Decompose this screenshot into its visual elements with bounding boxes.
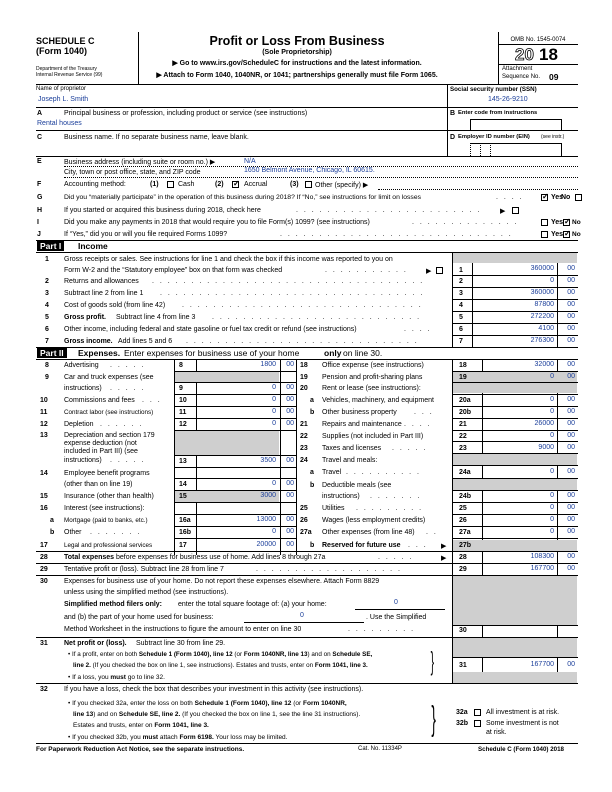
option-1-number: (1) bbox=[150, 181, 159, 188]
line-i-no-checkbox[interactable] bbox=[563, 219, 570, 226]
line-5-label: Subtract line 4 from line 3 bbox=[116, 314, 196, 321]
line-11-label: Contract labor (see instructions) bbox=[64, 409, 154, 416]
line-d-label-small: (see instr.) bbox=[541, 134, 565, 140]
line-29-label: Tentative profit or (loss). Subtract line 28 from line 7 bbox=[64, 566, 224, 573]
line-6-label: Other income, including federal and state gasoline or fuel tax credit or refund (see instructions) bbox=[64, 326, 357, 333]
line-30-label-e: Method Worksheet in the instructions to figure the amount to enter on line 30 bbox=[64, 626, 302, 633]
line-14-label-a: Employee benefit programs bbox=[64, 470, 150, 477]
line-18-label: Office expense (see instructions) bbox=[322, 362, 424, 369]
line-i-no-label: No bbox=[572, 219, 581, 226]
line-10-amount[interactable]: 0 bbox=[272, 396, 276, 403]
all-at-risk-checkbox[interactable] bbox=[474, 709, 481, 716]
line-g-yes-label: Yes bbox=[551, 194, 564, 201]
line-13-label-c: included in Part III) (see bbox=[64, 448, 138, 455]
line-31-label: Subtract line 30 from line 29. bbox=[136, 640, 226, 647]
line-g-yes-checkbox[interactable] bbox=[541, 194, 548, 201]
line-7-amount[interactable]: 276300 bbox=[530, 337, 554, 344]
line-d-label: Employer ID number (EIN) bbox=[458, 134, 530, 140]
ssn-label: Social security number (SSN) bbox=[450, 86, 537, 93]
line-g-label: Did you “materially participate” in the operation of this business during 2018? If “No,” see instructions for limit on losses bbox=[64, 194, 422, 201]
line-20a-label: Vehicles, machinery, and equipment bbox=[322, 397, 434, 404]
accrual-checkbox[interactable] bbox=[232, 181, 239, 188]
line-32a-text: All investment is at risk. bbox=[486, 709, 560, 716]
line-17-cents[interactable]: 00 bbox=[286, 541, 294, 548]
line-24a-amount[interactable]: 0 bbox=[550, 468, 554, 475]
line-32b-text-2: at risk. bbox=[486, 729, 507, 736]
line-27a-amount[interactable]: 0 bbox=[550, 528, 554, 535]
line-a-value[interactable]: Rental houses bbox=[37, 120, 82, 127]
line-26-label: Wages (less employment credits) bbox=[322, 517, 426, 524]
line-4-amount[interactable]: 87800 bbox=[534, 301, 554, 308]
line-23-amount[interactable]: 9000 bbox=[538, 444, 554, 451]
option-3-number: (3) bbox=[290, 181, 299, 188]
line-g-no-checkbox[interactable] bbox=[575, 194, 582, 201]
part-2-label: Part II bbox=[37, 348, 67, 358]
line-32b-label: 32b bbox=[456, 720, 469, 727]
line-28-cents[interactable]: 00 bbox=[567, 553, 575, 560]
line-8-cents[interactable]: 00 bbox=[286, 361, 294, 368]
line-13-label-d: instructions) bbox=[64, 457, 102, 464]
line-4-cents[interactable]: 00 bbox=[567, 301, 575, 308]
line-26-cents[interactable]: 00 bbox=[567, 516, 575, 523]
line-5-bold: Gross profit. bbox=[64, 314, 107, 321]
line-30-label-c: enter the total square footage of: (a) your home: bbox=[178, 601, 327, 608]
attach-instructions: ▶ Attach to Form 1040, 1040NR, or 1041; partnerships generally must file Form 1065. bbox=[156, 72, 438, 79]
proprietor-name[interactable]: Joseph L. Smith bbox=[38, 96, 89, 103]
goto-instructions: ▶ Go to www.irs.gov/ScheduleC for instructions and the latest information. bbox=[172, 60, 422, 67]
line-e-letter: E bbox=[37, 158, 42, 165]
line-2-amount[interactable]: 0 bbox=[550, 277, 554, 284]
line-27b-label: Reserved for future use bbox=[322, 542, 401, 549]
line-32-instr-4: • If you checked 32b, you must attach Form 6198. Your loss may be limited. bbox=[68, 734, 288, 741]
line-14-cents[interactable]: 00 bbox=[286, 480, 294, 487]
part-2-title-end: on line 30. bbox=[343, 348, 383, 358]
line-g-no-label: No bbox=[561, 194, 571, 201]
ein-input[interactable] bbox=[470, 143, 562, 156]
line-3-amount[interactable]: 360000 bbox=[530, 289, 554, 296]
line-31-instr-1: • If a profit, enter on both Schedule 1 (Form 1040), line 12 (or Form 1040NR, line 13) and on Schedule SE, bbox=[68, 651, 373, 658]
part-2-only: only bbox=[324, 348, 342, 358]
line-13-label-b: expense deduction (not bbox=[64, 440, 137, 447]
line-j-yes-label: Yes bbox=[551, 231, 564, 238]
line-24b-cents[interactable]: 00 bbox=[567, 492, 575, 499]
irs-label: Internal Revenue Service (99) bbox=[36, 72, 103, 78]
sequence-number: 09 bbox=[549, 72, 559, 82]
line-30-label-b: unless using the simplified method (see instructions). bbox=[64, 589, 229, 596]
line-f-letter: F bbox=[37, 181, 42, 188]
line-7-label: Add lines 5 and 6 bbox=[118, 338, 173, 345]
line-2-cents[interactable]: 00 bbox=[567, 277, 575, 284]
line-6-amount[interactable]: 4100 bbox=[538, 325, 554, 332]
line-7-cents[interactable]: 00 bbox=[567, 337, 575, 344]
started-business-checkbox[interactable] bbox=[512, 207, 519, 214]
year-outline: 20 bbox=[515, 45, 534, 64]
line-32-instr-2: line 13) and on Schedule SE, line 2. (If you checked the box on line 1, see the line 31 instructions). bbox=[73, 711, 361, 718]
line-21-cents[interactable]: 00 bbox=[567, 420, 575, 427]
line-7-bold: Gross income. bbox=[64, 338, 113, 345]
cash-checkbox[interactable] bbox=[167, 181, 174, 188]
line-18-cents[interactable]: 00 bbox=[567, 361, 575, 368]
line-4-label: Cost of goods sold (from line 42) bbox=[64, 302, 166, 309]
option-2-number: (2) bbox=[215, 181, 224, 188]
line-16a-cents[interactable]: 00 bbox=[286, 516, 294, 523]
home-square-footage[interactable]: 0 bbox=[394, 599, 398, 606]
line-i-label: Did you make any payments in 2018 that would require you to file Form(s) 1099? (see instructions) bbox=[64, 219, 370, 226]
some-not-at-risk-checkbox[interactable] bbox=[474, 720, 481, 727]
line-10-cents[interactable]: 00 bbox=[286, 396, 294, 403]
line-32-brace: } bbox=[431, 700, 436, 738]
line-24a-label: Travel bbox=[322, 469, 342, 476]
other-method-checkbox[interactable] bbox=[305, 181, 312, 188]
line-5-amount[interactable]: 272200 bbox=[530, 313, 554, 320]
line-j-label: If “Yes,” did you or will you file required Forms 1099? bbox=[64, 231, 228, 238]
line-25-label: Utilities bbox=[322, 505, 345, 512]
footer-form: Schedule C (Form 1040) 2018 bbox=[478, 746, 564, 753]
line-31-cents[interactable]: 00 bbox=[567, 661, 575, 668]
line-20a-cents[interactable]: 00 bbox=[567, 396, 575, 403]
line-23-label: Taxes and licenses bbox=[322, 445, 382, 452]
line-8-amount[interactable]: 1800 bbox=[260, 361, 276, 368]
line-j-no-label: No bbox=[572, 231, 581, 238]
line-d-letter: D bbox=[450, 134, 456, 141]
line-j-letter: J bbox=[37, 231, 41, 238]
line-15-label: Insurance (other than health) bbox=[64, 493, 154, 500]
line-h-label: If you started or acquired this business during 2018, check here bbox=[64, 207, 261, 214]
line-9-label-b: instructions) bbox=[64, 385, 102, 392]
business-square-footage[interactable]: 0 bbox=[300, 612, 304, 619]
line-1-label-a: Gross receipts or sales. See instructions for line 1 and check the box if this income was reported to you on bbox=[64, 256, 393, 263]
part-2-title: Expenses. bbox=[78, 348, 121, 358]
line-13-cents[interactable]: 00 bbox=[286, 457, 294, 464]
line-13-amount[interactable]: 3500 bbox=[260, 457, 276, 464]
line-19-label: Pension and profit-sharing plans bbox=[322, 374, 423, 381]
line-28-bold: Total expenses bbox=[64, 554, 115, 561]
line-20a-amount[interactable]: 0 bbox=[550, 396, 554, 403]
line-11-amount[interactable]: 0 bbox=[272, 408, 276, 415]
line-30-label-a: Expenses for business use of your home. Do not report these expenses elsewhere. Attach Form 8829 bbox=[64, 578, 380, 585]
line-31-amount[interactable]: 167700 bbox=[530, 661, 554, 668]
line-24b-label-a: Deductible meals (see bbox=[322, 482, 392, 489]
part-1-label: Part I bbox=[37, 241, 64, 251]
line-10-label: Commissions and fees bbox=[64, 397, 135, 404]
business-code-input[interactable] bbox=[470, 119, 562, 130]
line-30-label-d: and (b) the part of your home used for business: bbox=[64, 614, 214, 621]
line-b-letter: B bbox=[450, 110, 456, 117]
line-24-label: Travel and meals: bbox=[322, 457, 378, 464]
line-31-instr-3: • If a loss, you must go to line 32. bbox=[68, 674, 165, 681]
line-32a-label: 32a bbox=[456, 709, 468, 716]
line-20b-amount[interactable]: 0 bbox=[550, 408, 554, 415]
line-a-label: Principal business or profession, including product or service (see instructions) bbox=[64, 110, 308, 117]
part-2-title-rest: Enter expenses for business use of your home bbox=[124, 348, 300, 358]
line-i-letter: I bbox=[37, 219, 39, 226]
line-i-yes-checkbox[interactable] bbox=[541, 219, 548, 226]
line-17-amount[interactable]: 20000 bbox=[256, 541, 276, 548]
line-15-amount[interactable]: 3000 bbox=[260, 492, 276, 499]
line-22-amount[interactable]: 0 bbox=[550, 432, 554, 439]
line-12-cents[interactable]: 00 bbox=[286, 420, 294, 427]
line-22-label: Supplies (not included in Part III) bbox=[322, 433, 424, 440]
accrual-label: Accrual bbox=[244, 181, 268, 188]
statutory-employee-checkbox[interactable] bbox=[436, 267, 443, 274]
line-1-label-b: Form W-2 and the “Statutory employee” box on that form was checked bbox=[64, 267, 283, 274]
line-16b-cents[interactable]: 00 bbox=[286, 528, 294, 535]
line-e-label1: Business address (including suite or room no.) ▶ bbox=[64, 159, 216, 166]
other-method-label: Other (specify) ▶ bbox=[315, 182, 369, 189]
line-16a-amount[interactable]: 13000 bbox=[256, 516, 276, 523]
part-1-title: Income bbox=[78, 241, 108, 251]
line-31-bold: Net profit or (loss). bbox=[64, 640, 127, 647]
line-5-cents[interactable]: 00 bbox=[567, 313, 575, 320]
attachment-label: Attachment bbox=[502, 66, 533, 72]
line-16a-label: Mortgage (paid to banks, etc.) bbox=[64, 517, 148, 524]
line-29-amount[interactable]: 167700 bbox=[530, 565, 554, 572]
line-11-cents[interactable]: 00 bbox=[286, 408, 294, 415]
line-i-yes-label: Yes bbox=[551, 219, 564, 226]
line-3-label: Subtract line 2 from line 1 bbox=[64, 290, 144, 297]
cash-label: Cash bbox=[178, 181, 195, 188]
line-27a-label: Other expenses (from line 48) bbox=[322, 529, 415, 536]
line-9-label-a: Car and truck expenses (see bbox=[64, 374, 154, 381]
accounting-method-label: Accounting method: bbox=[64, 181, 126, 188]
omb-number: OMB No. 1545-0074 bbox=[510, 37, 566, 43]
line-23-cents[interactable]: 00 bbox=[567, 444, 575, 451]
line-16b-label: Other bbox=[64, 529, 82, 536]
line-30-label-d2: . Use the Simplified bbox=[366, 614, 427, 621]
line-b-label: Enter code from instructions bbox=[458, 110, 538, 116]
schedule-label: SCHEDULE C bbox=[36, 36, 95, 46]
line-20b-cents[interactable]: 00 bbox=[567, 408, 575, 415]
line-2-label: Returns and allowances bbox=[64, 278, 139, 285]
line-18-amount[interactable]: 32000 bbox=[534, 361, 554, 368]
line-14-amount[interactable]: 0 bbox=[272, 480, 276, 487]
line-e-label2: City, town or post office, state, and ZIP code bbox=[64, 169, 201, 176]
line-6-cents[interactable]: 00 bbox=[567, 325, 575, 332]
line-24a-cents[interactable]: 00 bbox=[567, 468, 575, 475]
line-30-simplified: Simplified method filers only: bbox=[64, 601, 163, 608]
footer-notice: For Paperwork Reduction Act Notice, see the separate instructions. bbox=[36, 746, 245, 753]
line-15-cents[interactable]: 00 bbox=[286, 492, 294, 499]
line-12-label: Depletion bbox=[64, 421, 94, 428]
line-14-label-b: (other than on line 19) bbox=[64, 481, 133, 488]
line-25-amount[interactable]: 0 bbox=[550, 504, 554, 511]
line-20b-label: Other business property bbox=[322, 409, 397, 416]
line-16-label: Interest (see instructions): bbox=[64, 505, 145, 512]
line-32-instr-3: Estates and trusts, enter on Form 1041, line 3. bbox=[73, 722, 209, 729]
footer-cat: Cat. No. 11334P bbox=[358, 746, 402, 752]
line-9-amount[interactable]: 0 bbox=[272, 384, 276, 391]
line-1-cents[interactable]: 00 bbox=[567, 265, 575, 272]
business-address[interactable]: N/A bbox=[244, 158, 256, 165]
line-25-cents[interactable]: 00 bbox=[567, 504, 575, 511]
line-a-letter: A bbox=[37, 110, 43, 117]
line-19-cents[interactable]: 00 bbox=[567, 373, 575, 380]
sequence-label: Sequence No. bbox=[502, 74, 541, 80]
year-bold: 18 bbox=[539, 45, 558, 64]
line-j-yes-checkbox[interactable] bbox=[541, 231, 548, 238]
line-17-label: Legal and professional services bbox=[64, 542, 153, 549]
line-13-label-a: Depreciation and section 179 bbox=[64, 432, 155, 439]
form-label: (Form 1040) bbox=[36, 46, 88, 56]
line-j-no-checkbox[interactable] bbox=[563, 231, 570, 238]
line-21-label: Repairs and maintenance bbox=[322, 421, 402, 428]
line-g-letter: G bbox=[37, 194, 43, 201]
line-21-amount[interactable]: 26000 bbox=[534, 420, 554, 427]
line-32-instr-1: • If you checked 32a, enter the loss on both Schedule 1 (Form 1040), line 12 (or Form 1040NR, bbox=[68, 700, 347, 707]
form-title: Profit or Loss From Business bbox=[209, 34, 385, 48]
line-c-label: Business name. If no separate business name, leave blank. bbox=[64, 134, 249, 141]
line-32-label: If you have a loss, check the box that describes your investment in this activity (see instructions). bbox=[64, 686, 364, 693]
line-28-label: before expenses for business use of home. Add lines 8 through 27a bbox=[116, 554, 326, 561]
line-h-arrow: ▶ bbox=[500, 208, 506, 215]
line-1-amount[interactable]: 360000 bbox=[530, 265, 554, 272]
line-3-cents[interactable]: 00 bbox=[567, 289, 575, 296]
line-20-label: Rent or lease (see instructions): bbox=[322, 385, 421, 392]
line-31-instr-2: line 2. (If you checked the box on line 1, see instructions). Estates and trusts, enter on Form 1041, line 3. bbox=[73, 662, 368, 669]
line-12-amount[interactable]: 0 bbox=[272, 420, 276, 427]
proprietor-name-label: Name of proprietor bbox=[36, 86, 87, 92]
business-city[interactable]: 1650 Belmont Avenue, Chicago, IL 60615. bbox=[244, 167, 375, 174]
line-22-cents[interactable]: 00 bbox=[567, 432, 575, 439]
line-24b-label-b: instructions) bbox=[322, 493, 360, 500]
form-subtitle: (Sole Proprietorship) bbox=[262, 49, 332, 56]
dept-label: Department of the Treasury bbox=[36, 66, 97, 72]
line-32b-text-1: Some investment is not bbox=[486, 720, 559, 727]
line-19-amount[interactable]: 0 bbox=[550, 373, 554, 380]
line-29-cents[interactable]: 00 bbox=[567, 565, 575, 572]
line-8-label: Advertising bbox=[64, 362, 99, 369]
ssn-value[interactable]: 145-26-9210 bbox=[488, 96, 528, 103]
line-24b-amount[interactable]: 0 bbox=[550, 492, 554, 499]
line-h-letter: H bbox=[37, 207, 43, 214]
line-c-letter: C bbox=[37, 134, 43, 141]
line-26-amount[interactable]: 0 bbox=[550, 516, 554, 523]
line-31-brace: } bbox=[430, 646, 435, 676]
line-27a-cents[interactable]: 00 bbox=[567, 528, 575, 535]
line-28-amount[interactable]: 108300 bbox=[530, 553, 554, 560]
line-9-cents[interactable]: 00 bbox=[286, 384, 294, 391]
line-16b-amount[interactable]: 0 bbox=[272, 528, 276, 535]
